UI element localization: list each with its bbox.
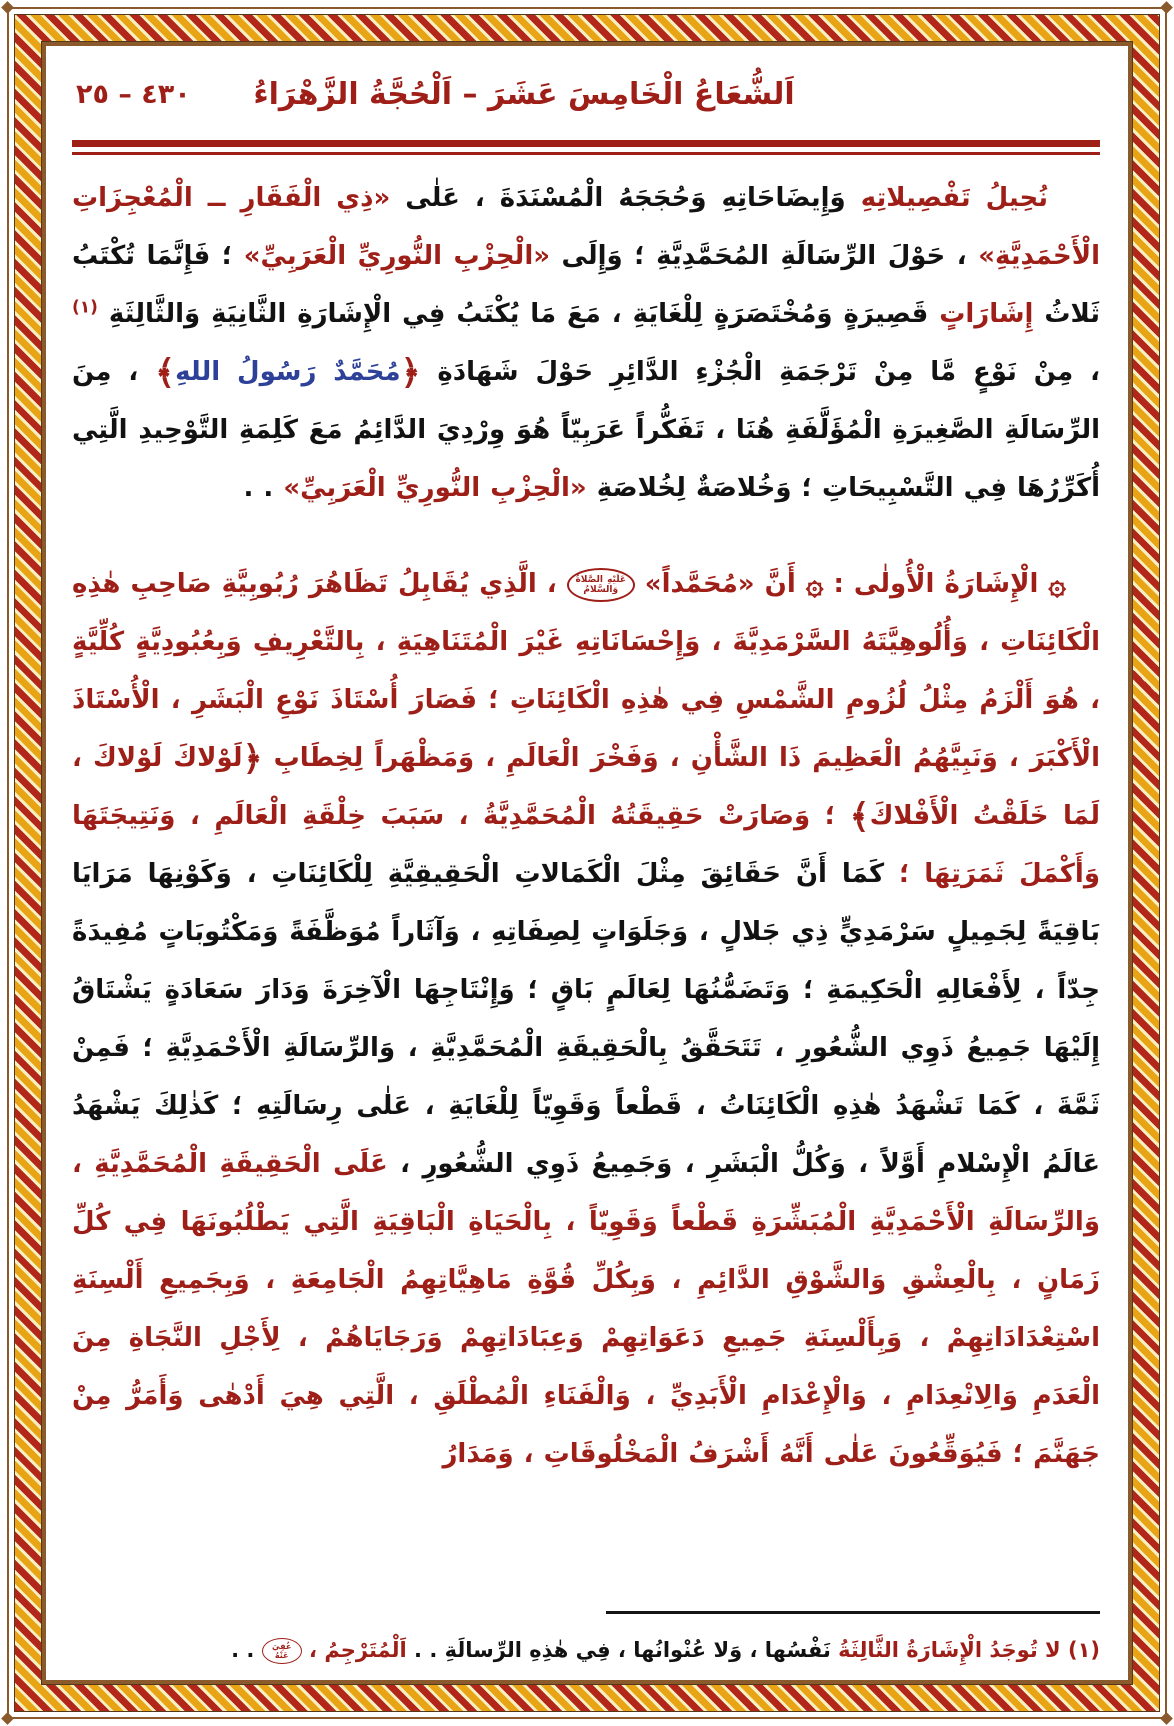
text-segment: قَصِيرَةٍ وَمُخْتَصَرَةٍ لِلْغَايَةِ ، مَعَ مَا يُكْتَبُ فِي الْإِشَارَةِ الثَّانِيَةِ وَالثَّالِثَةِ	[97, 299, 940, 329]
corner-finial-icon	[1160, 1712, 1173, 1725]
text-segment: نُحِيلُ تَفْصِيلاتِهِ	[860, 183, 1048, 213]
page-number: ٤٣٠ – ٢٥	[76, 79, 191, 110]
footnote-text	[72, 1630, 1100, 1670]
text-segment: أَنَّ «مُحَمَّداً»	[634, 569, 806, 599]
ornate-bracket-icon: ﴾	[155, 353, 176, 393]
text-segment: عَلَى الْحَقِيقَةِ الْمُحَمَّدِيَّةِ ، وَالرِّسَالَةِ الْأَحْمَدِيَّةِ الْمُبَشِّرَةِ قَطْعاً وَقَوِيّاً ، بِالْحَيَاةِ الْبَاقِيَةِ الَّتِي يَطْلُبُونَهَا فِي كُلِّ زَمَانٍ ، بِالْعِشْقِ وَالشَّوْقِ الدَّائِمِ ، وَبِكُلِّ قُوَّةِ مَاهِيَّاتِهِمُ الْجَامِعَةِ ، وَبِجَمِيعِ أَلْسِنَةِ اسْتِعْدَادَاتِهِمْ ، وَبِأَلْسِنَةِ جَمِيعِ دَعَوَاتِهِمْ وَعِبَادَاتِهِمْ وَرَجَايَاهُمْ ، لِأَجْلِ النَّجَاةِ مِنَ الْعَدَمِ وَالِانْعِدَامِ ، وَالْإِعْدَامِ الْأَبَدِيِّ ، وَالْفَنَاءِ الْمُطْلَقِ ، الَّتِي هِيَ أَدْهٰى وَأَمَرُّ مِنْ جَهَنَّمَ ؛ فَيُوَقِّعُونَ عَلٰى أَنَّهُ أَشْرَفُ الْمَخْلُوقَاتِ ، وَمَدَارُ	[72, 1149, 1100, 1469]
footnote-divider-rule	[606, 1611, 1100, 1614]
text-segment: ، مِنْ نَوْعٍ مَّا مِنْ تَرْجَمَةِ الْجُزْءِ الدَّائِرِ حَوْلَ شَهَادَةِ	[420, 357, 1100, 387]
translator-label: اَلْمُتَرْجِمُ ،	[301, 1638, 407, 1662]
text-segment: . .	[243, 473, 284, 503]
corner-finial-icon	[1, 1, 14, 14]
ornate-bracket-icon: ﴾	[849, 797, 870, 837]
page-title: اَلشُّعَاعُ الْخَامِسَ عَشَرَ – اَلْحُجَّةُ الزَّهْرَاءُ	[253, 77, 795, 112]
salawat-seal: عَلَيْهِ الصَّلاةُ وَالسَّلامُ	[567, 568, 635, 602]
paragraph-intro	[72, 169, 1100, 517]
footnote-marker: (١)	[72, 297, 98, 318]
text-segment: . .	[231, 1638, 262, 1662]
page-content	[72, 58, 1100, 1676]
text-segment: ، الَّذِي يُقَابِلُ تَظَاهُرَ رُبُوبِيَّةِ صَاحِبِ هٰذِهِ الْكَائِنَاتِ ، وَأُلُوهِيَّتَهُ السَّرْمَدِيَّةَ ، وَإِحْسَانَاتِهِ غَيْرَ الْمُتَنَاهِيَةِ ، بِالتَّعْرِيفِ وَبِعُبُودِيَّةٍ كُلِّيَّةٍ ، هُوَ أَلْزَمُ مِثْلُ لُزُومِ الشَّمْسِ فِي هٰذِهِ الْكَائِنَاتِ ؛ فَصَارَ أُسْتَاذَ نَوْعِ الْبَشَرِ ، الْأُسْتَاذَ الْأَكْبَرَ ، وَنَبِيَّهُمُ الْعَظِيمَ ذَا الشَّأْنِ ، وَفَخْرَ الْعَالَمِ ، وَمَظْهَراً لِخِطَابِ	[72, 569, 1100, 773]
ornate-bracket-icon: ﴿	[242, 739, 263, 779]
text-segment: ، حَوْلَ الرِّسَالَةِ المُحَمَّدِيَّةِ ؛ وَإِلَى	[550, 241, 979, 271]
corner-finial-icon	[1160, 1, 1173, 14]
text-segment: «الْحِزْبِ النُّورِيِّ الْعَرَبِيِّ»	[283, 473, 587, 503]
footnote-marker: (١) لا تُوجَدُ الْإِشَارَةُ الثَّالِثَةُ	[830, 1638, 1100, 1662]
text-segment: وَإِيضَاحَاتِهِ وَحُجَجَهُ الْمُسْنَدَةَ ، عَلٰى	[390, 183, 861, 213]
paragraph-first-indication	[72, 555, 1100, 1483]
text-segment: «الْحِزْبِ النُّورِيِّ الْعَرَبِيِّ»	[243, 241, 551, 271]
text-segment: ؛ فَإِنَّمَا تُكْتَبُ ثَلاثُ	[72, 241, 1100, 329]
text-segment: ، مِنَ الرِّسَالَةِ الصَّغِيرَةِ الْمُؤَلَّفَةِ هُنَا ، تَفَكُّراً عَرَبِيّاً هُوَ وِرْدِيَ الدَّائِمُ مَعَ كَلِمَةِ التَّوْحِيدِ الَّتِي أُكَرِّرُهَا فِي التَّسْبِيحَاتِ ؛ وَخُلاصَةٌ لِخُلاصَةِ	[72, 357, 1100, 503]
text-segment: نَفْسُها ، وَلا عُنْوانُها ، فِي هٰذِهِ الرِّسالَةِ . .	[406, 1638, 831, 1662]
text-segment: كَمَا أَنَّ حَقَائِقَ مِثْلَ الْكَمَالاتِ الْحَقِيقِيَّةِ لِلْكَائِنَاتِ ، وَكَوْنِهَا مَرَايَا بَاقِيَةً لِجَمِيلٍ سَرْمَدِيٍّ ذِي جَلالٍ ، وَجَلَوَاتٍ لِصِفَاتِهِ ، وَآثَاراً مُوَظَّفَةً وَمَكْتُوبَاتٍ مُفِيدَةً جِدّاً ، لِأَفْعَالِهِ الْحَكِيمَةِ ؛ وَتَضَمُّنُهَا لِعَالَمٍ بَاقٍ ؛ وَإِنْتَاجِهَا الْآخِرَةَ وَدَارَ سَعَادَةٍ يَشْتَاقُ إِلَيْهَا جَمِيعُ ذَوِي الشُّعُورِ ، تَتَحَقَّقُ بِالْحَقِيقَةِ الْمُحَمَّدِيَّةِ ، وَالرِّسَالَةِ الْأَحْمَدِيَّةِ ؛ فَمِنْ ثَمَّةَ ، كَمَا تَشْهَدُ هٰذِهِ الْكَائِنَاتُ ، قَطْعاً وَقَوِيّاً لِلْغَايَةِ ، عَلٰى رِسَالَتِهِ ؛ كَذٰلِكَ يَشْهَدُ عَالَمُ الْإِسْلامِ أَوَّلاً ، وَكُلُّ الْبَشَرِ ، وَجَمِيعُ ذَوِي الشُّعُورِ ،	[72, 859, 1100, 1179]
indication-heading: الْإِشَارَةُ الْأُولٰى :	[823, 569, 1049, 599]
lawlaka-quote: لَوْلاكَ لَوْلاكَ ، لَمَا خَلَقْتُ الْأَفْلاكَ	[72, 743, 1100, 831]
text-segment: ؛ وَصَارَتْ حَقِيقَتُهُ الْمُحَمَّدِيَّةُ ، سَبَبَ خِلْقَةِ الْعَالَمِ ، وَنَتِيجَتَهَا وَأَكْمَلَ ثَمَرَتِهَا ؛	[72, 801, 1100, 889]
rosette-ornament-icon: ۞	[1048, 567, 1066, 602]
footnote-area	[72, 1611, 1100, 1670]
translator-seal: عُفِيَ عَنْهُ	[262, 1638, 302, 1664]
corner-finial-icon	[1, 1712, 14, 1725]
page-header	[72, 58, 1100, 136]
ornate-bracket-icon: ﴿	[400, 353, 421, 393]
shahada-phrase: مُحَمَّدٌ رَسُولُ اللهِ	[175, 357, 401, 387]
text-segment: إِشَارَاتٍ	[939, 299, 1034, 329]
text-segment: «ذِي الْفَقَارِ ــ الْمُعْجِزَاتِ الْأَحْمَدِيَّةِ»	[72, 183, 1100, 271]
header-divider-rule	[72, 140, 1100, 155]
rosette-ornament-icon: ۞	[805, 567, 824, 602]
